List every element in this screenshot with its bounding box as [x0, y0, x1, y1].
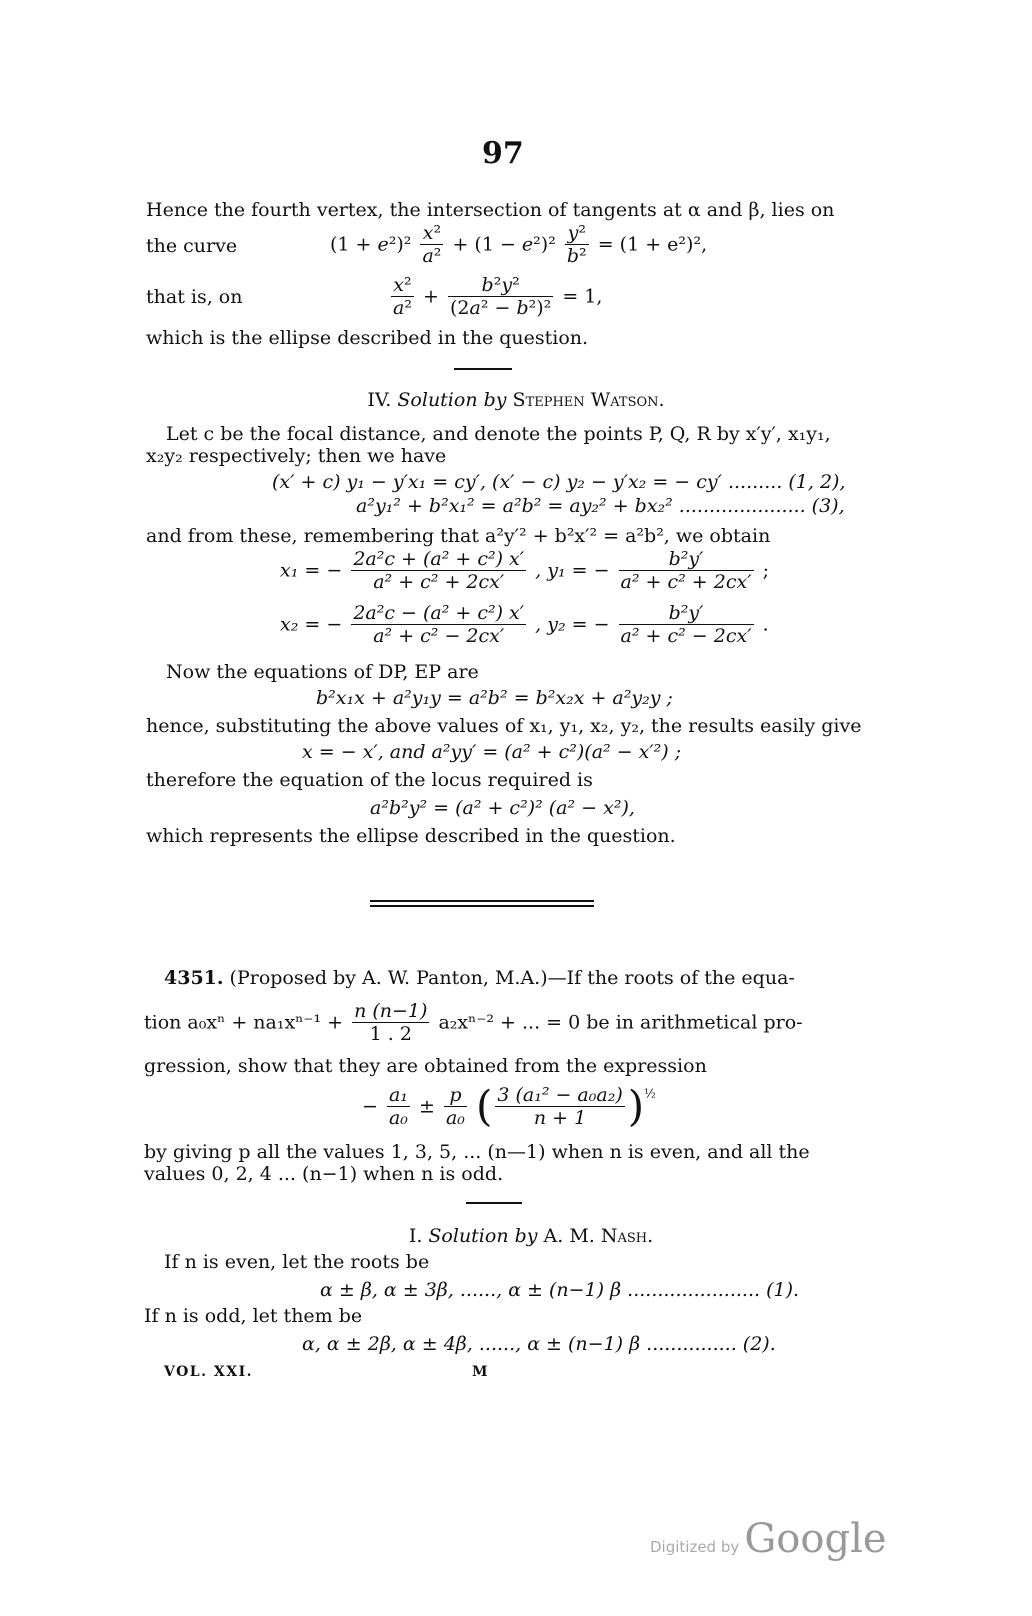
sol-i-p2: If n is odd, let them be: [144, 1305, 363, 1327]
expr-c-num: 3 (a₁² − a₀a₂): [497, 1084, 623, 1106]
solution-i-heading: [0, 1224, 1032, 1248]
y2-lhs: , y₂ = −: [535, 613, 610, 636]
q4351-number: 4351.: [164, 967, 224, 989]
q4351-expression: − $\frac{\text{a₁}}{\text{a₀}}$ ± $\frac{p}{\text{a₀}}$ ( $\frac{\text{3 (a₁² − a₀a₂)}}{n + 1}$ )$^{\frac{1}{2}}$: [362, 1081, 656, 1131]
short-divider-2: [466, 1202, 522, 1204]
q4351-line5: values 0, 2, 4 ... (n−1) when n is odd.: [144, 1163, 504, 1185]
sol-i-p1: If n is even, let the roots be: [164, 1251, 430, 1273]
page-number: 97: [482, 136, 524, 171]
ellipse-equation: $\frac{\text{x²}}{\text{a²}}$ + $\frac{\text{b²y²}}{\text{(2a² − b²)²}}$ = 1,: [393, 274, 603, 319]
that-is-on: that is, on: [146, 286, 243, 308]
iv-eq3: a²y₁² + b²x₁² = a²b² = ay₂² + bx₂² ..................... (3),: [356, 495, 845, 517]
q4351-frac-num: n (n−1): [354, 1000, 428, 1022]
expr-exponent: ½: [644, 1086, 656, 1101]
curve-equation: (1 + e²)² $\frac{\text{x²}}{\text{a²}}$ + (1 − e²)² $\frac{\text{y²}}{\text{b²}}$ = (1 + e²)²,: [330, 222, 708, 267]
iv-p4: Now the equations of DP, EP are: [166, 661, 479, 683]
iv-p1: Let c be the focal distance, and denote the points P, Q, R by x′y′, x₁y₁,: [166, 423, 831, 445]
y2-num: b²y′: [619, 602, 754, 625]
expr-b-den: a₀: [445, 1107, 465, 1129]
part1-line1: Hence the fourth vertex, the intersection of tangents at α and β, lies on: [146, 199, 835, 221]
q4351-line3: gression, show that they are obtained from the expression: [144, 1055, 707, 1077]
solution-i-author: A. M. Nash.: [543, 1225, 654, 1247]
expr-a-den: a₀: [388, 1107, 408, 1129]
iv-eq-locus: a²b²y² = (a² + c²)² (a² − x²),: [370, 797, 635, 819]
iv-eq-dp: b²x₁x + a²y₁y = a²b² = b²x₂x + a²y₂y ;: [316, 687, 673, 709]
section-iv-sol: Solution by: [397, 389, 507, 411]
y1-den: a² + c² + 2cx′: [620, 571, 752, 593]
double-divider-top: [370, 900, 594, 902]
ellipse-rhs: = 1,: [562, 285, 603, 308]
q4351-frac-den: 1 . 2: [369, 1023, 412, 1045]
q4351-line1-text: (Proposed by A. W. Panton, M.A.)—If the roots of the equa-: [229, 967, 795, 989]
iv-eq12: (x′ + c) y₁ − y′x₁ = cy′, (x′ − c) y₂ − y′x₂ = − cy′ ......... (1, 2),: [272, 471, 846, 493]
y1-lhs: , y₁ = −: [535, 559, 610, 582]
solution-i-sol: Solution by: [428, 1225, 538, 1247]
short-divider: [454, 368, 512, 370]
footer-signature: M: [472, 1364, 488, 1380]
x1-den: a² + c² + 2cx′: [373, 571, 505, 593]
part1-closing: which is the ellipse described in the question.: [146, 327, 589, 349]
sol-i-eq1: α ± β, α ± 3β, ......, α ± (n−1) β ...................... (1).: [320, 1279, 800, 1301]
q4351-line2-pre: tion a₀xⁿ + na₁xⁿ⁻¹ +: [144, 1011, 344, 1034]
x2-num: 2a²c − (a² + c²) x′: [353, 602, 525, 624]
digitized-watermark: [650, 1516, 887, 1562]
x2-y2-equations: x₂ = − $\frac{\text{2a²c − (a² + c²) x′}}{\text{a² + c² − 2cx′}}$ , y₂ = − $\frac{\text{b²y′}}{\text{a² + c² − 2cx′}}$ .: [280, 602, 769, 647]
x2-den: a² + c² − 2cx′: [373, 625, 505, 647]
q4351-line1: [164, 966, 795, 990]
iv-p7: which represents the ellipse described in the question.: [146, 825, 676, 847]
expr-a-num: a₁: [388, 1084, 408, 1106]
x1-y1-equations: x₁ = − $\frac{\text{2a²c + (a² + c²) x′}}{\text{a² + c² + 2cx′}}$ , y₁ = − $\frac{\text{b²y′}}{\text{a² + c² + 2cx′}}$ ;: [280, 548, 769, 593]
section-iv-heading: [0, 388, 1032, 412]
watermark-prefix: Digitized by: [650, 1538, 740, 1556]
watermark-brand: Google: [744, 1516, 887, 1562]
iv-p5: hence, substituting the above values of x₁, y₁, x₂, y₂, the results easily give: [146, 715, 862, 737]
curve-rhs: = (1 + e²)²,: [597, 233, 708, 256]
iv-p6: therefore the equation of the locus required is: [146, 769, 593, 791]
x1-lhs: x₁ = −: [280, 559, 343, 582]
x2-lhs: x₂ = −: [280, 613, 343, 636]
q4351-line2: [144, 1000, 803, 1045]
iv-eq-res: x = − x′, and a²yy′ = (a² + c²)(a² − x′²) ;: [302, 741, 682, 763]
q4351-line4: by giving p all the values 1, 3, 5, ... (n—1) when n is even, and all the: [144, 1141, 810, 1163]
sol-i-eq2: α, α ± 2β, α ± 4β, ......, α ± (n−1) β ............... (2).: [302, 1333, 776, 1355]
q4351-line2-post: a₂xⁿ⁻² + ... = 0 be in arithmetical pro-: [438, 1011, 803, 1034]
section-iv-author: Stephen Watson.: [512, 389, 665, 411]
iv-p3: and from these, remembering that a²y′² + b²x′² = a²b², we obtain: [146, 525, 771, 547]
curve-label: the curve: [146, 235, 238, 257]
y1-num: b²y′: [619, 548, 754, 571]
solution-i-number: I.: [408, 1225, 423, 1247]
footer-volume: VOL. XXI.: [164, 1364, 254, 1380]
x1-num: 2a²c + (a² + c²) x′: [353, 548, 525, 570]
double-divider-bottom: [370, 905, 594, 907]
y2-den: a² + c² − 2cx′: [620, 625, 752, 647]
section-iv-number: IV.: [367, 389, 392, 411]
iv-p2: x₂y₂ respectively; then we have: [146, 445, 447, 467]
expr-c-den: n + 1: [533, 1107, 587, 1129]
expr-b-num: p: [444, 1084, 467, 1107]
